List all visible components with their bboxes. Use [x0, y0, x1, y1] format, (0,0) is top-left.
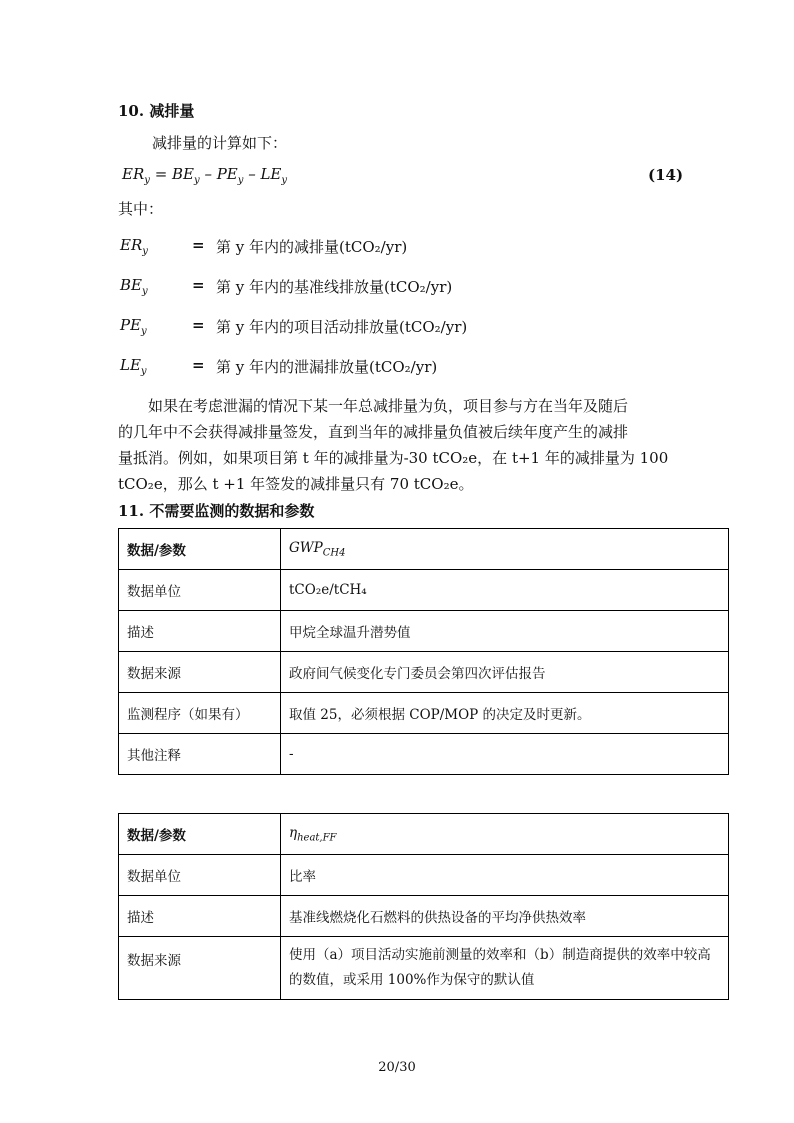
explanation-paragraph	[118, 393, 678, 497]
def-eq-pe: =	[192, 316, 205, 334]
parameter-table-gwp	[118, 528, 729, 775]
paragraph-line: tCO₂e，那么 t +1 年签发的减排量只有 70 tCO₂e。	[118, 475, 474, 493]
table-cell-label: 数据单位	[119, 855, 281, 896]
table-cell-label: 数据/参数	[119, 529, 281, 570]
table-cell-label: 其他注释	[119, 734, 281, 775]
table-row	[119, 896, 729, 937]
def-text-pe: 第 y 年内的项目活动排放量(tCO₂/yr)	[216, 318, 468, 336]
def-var-pe: $PE_y$	[120, 316, 147, 337]
def-eq-be: =	[192, 276, 205, 294]
table-cell-value: tCO₂e/tCH₄	[281, 570, 729, 611]
paragraph-line: 的几年中不会获得减排量签发，直到当年的减排量负值被后续年度产生的减排	[118, 423, 629, 441]
table-row	[119, 570, 729, 611]
table-cell-value: 取值 25，必须根据 COP/MOP 的决定及时更新。	[281, 693, 729, 734]
formula-number: (14)	[648, 166, 684, 184]
section-10-heading: 10. 减排量	[118, 102, 195, 120]
table-cell-label: 数据来源	[119, 937, 281, 1000]
table-cell-label: 数据/参数	[119, 814, 281, 855]
table-cell-label: 监测程序（如果有）	[119, 693, 281, 734]
table-cell-value: 甲烷全球温升潜势值	[281, 611, 729, 652]
table-cell-label: 描述	[119, 896, 281, 937]
def-var-er: $ER_y$	[120, 236, 148, 257]
table-cell-label: 数据来源	[119, 652, 281, 693]
table-row	[119, 652, 729, 693]
section-11-heading: 11. 不需要监测的数据和参数	[118, 502, 315, 520]
formula: $ER_y = BE_y - PE_y - LE_y$	[122, 165, 288, 186]
table-cell-value: 政府间气候变化专门委员会第四次评估报告	[281, 652, 729, 693]
formula-be: = BE	[154, 165, 194, 183]
table-cell-value: 基准线燃烧化石燃料的供热设备的平均净供热效率	[281, 896, 729, 937]
formula-pe: – PE	[204, 165, 238, 183]
table-row	[119, 529, 729, 570]
table-row	[119, 814, 729, 855]
table-cell-value: $GWP_{CH4}$	[281, 529, 729, 570]
formula-er: ER	[122, 165, 145, 183]
def-var-be: $BE_y$	[120, 276, 148, 297]
table-cell-value: 比率	[281, 855, 729, 896]
table-cell-value: $\eta_{heat,FF}$	[281, 814, 729, 855]
table-row	[119, 937, 729, 1000]
def-eq-le: =	[192, 356, 205, 374]
table-cell-value: -	[281, 734, 729, 775]
table-row	[119, 855, 729, 896]
table-row	[119, 734, 729, 775]
def-text-er: 第 y 年内的减排量(tCO₂/yr)	[216, 238, 408, 256]
def-eq-er: =	[192, 236, 205, 254]
def-text-be: 第 y 年内的基准线排放量(tCO₂/yr)	[216, 278, 453, 296]
table-cell-label: 数据单位	[119, 570, 281, 611]
table-row	[119, 693, 729, 734]
intro-text: 减排量的计算如下：	[152, 134, 288, 152]
table-cell-label: 描述	[119, 611, 281, 652]
where-label: 其中：	[118, 200, 164, 218]
parameter-table-efficiency	[118, 813, 729, 1000]
table-row	[119, 611, 729, 652]
table-cell-value: 使用（a）项目活动实施前测量的效率和（b）制造商提供的效率中较高的数值，或采用 100%作为保守的默认值	[281, 937, 729, 1000]
page-number: 20/30	[378, 1060, 416, 1075]
def-text-le: 第 y 年内的泄漏排放量(tCO₂/yr)	[216, 358, 438, 376]
paragraph-line: 如果在考虑泄漏的情况下某一年总减排量为负，项目参与方在当年及随后	[118, 397, 629, 415]
paragraph-line: 量抵消。例如，如果项目第 t 年的减排量为-30 tCO₂e，在 t+1 年的减排量为 100	[118, 449, 669, 467]
def-var-le: $LE_y$	[120, 356, 147, 377]
formula-le: – LE	[248, 165, 282, 183]
